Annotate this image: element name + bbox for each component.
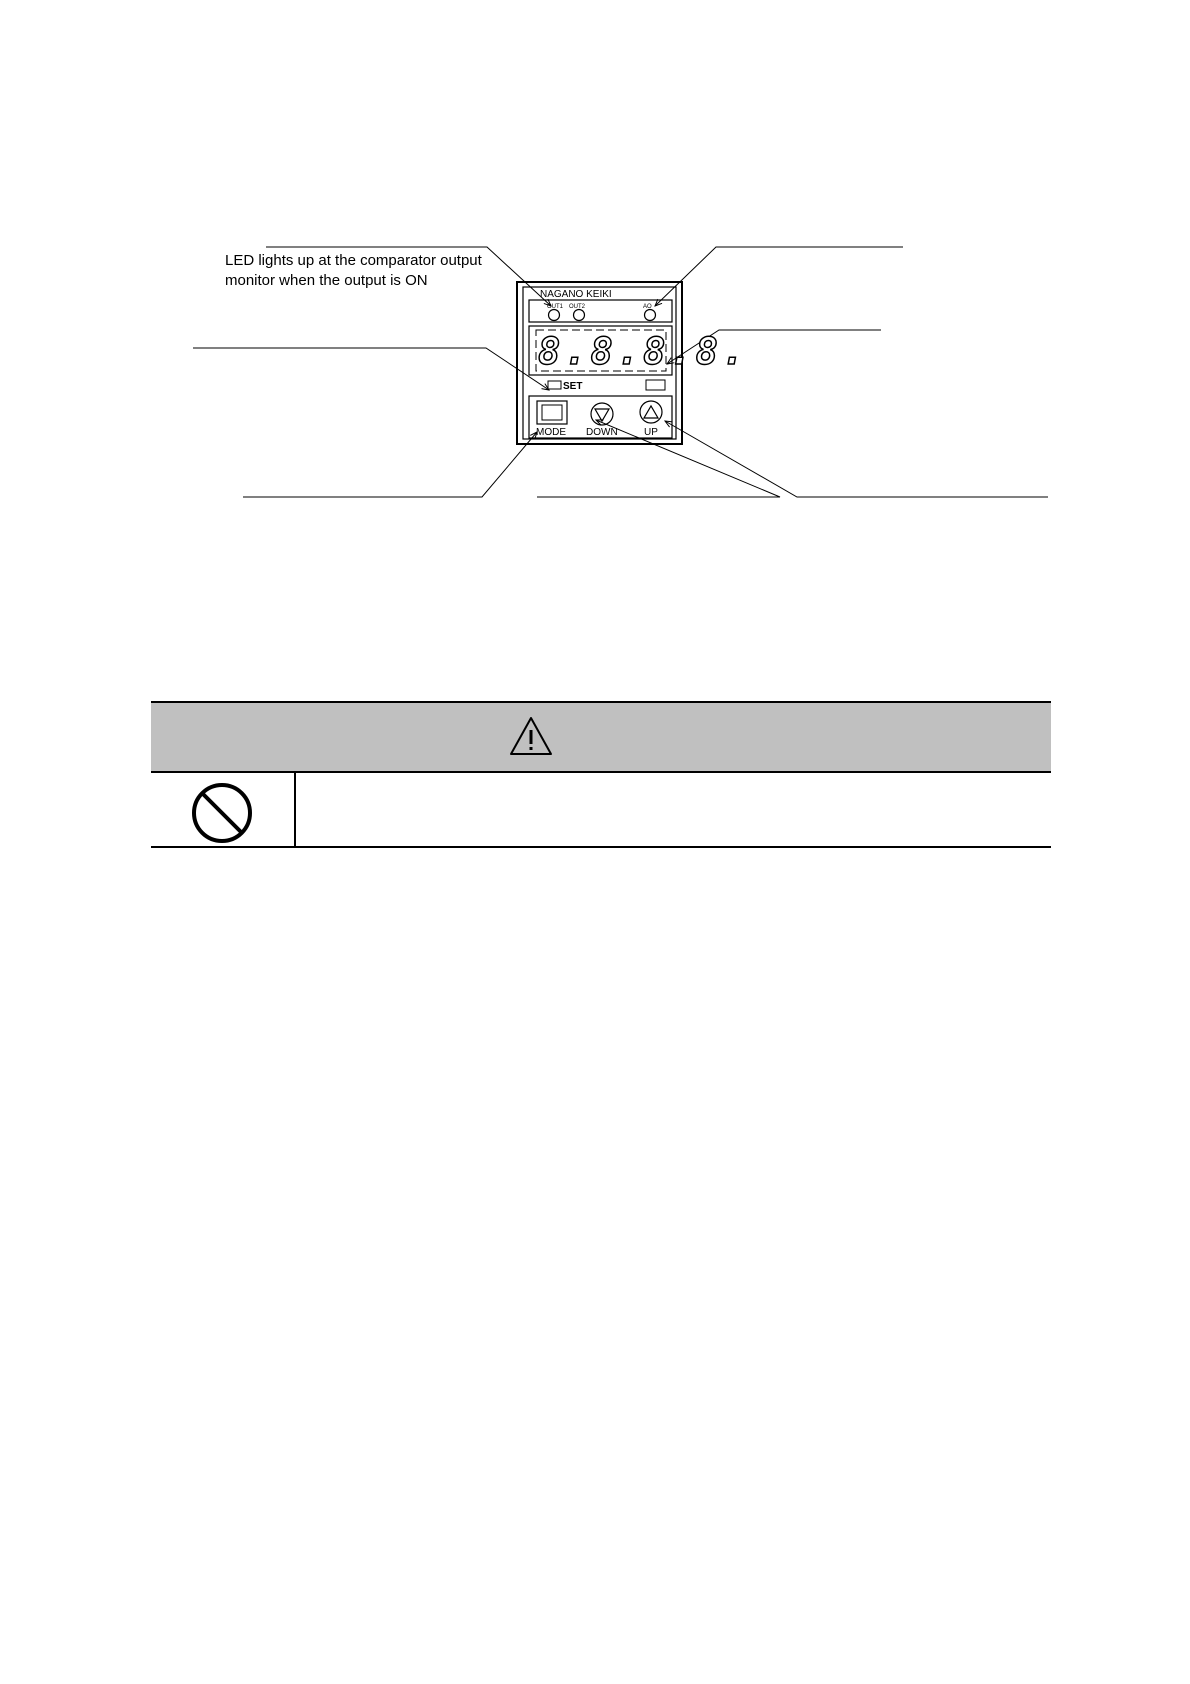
set-led-icon (548, 381, 561, 389)
caution-table (151, 701, 1051, 848)
device-front-panel-figure (0, 0, 1190, 540)
panel-diagram (0, 0, 1190, 540)
led-out2-label: OUT2 (569, 304, 586, 310)
led-out2-icon (574, 310, 585, 321)
segment-display-digits: 8.8.8.8. (538, 330, 749, 373)
caution-row (151, 773, 1051, 848)
comparator-led-callout-line2: monitor when the output is ON (225, 272, 428, 289)
mode-key-label: MODE (536, 427, 566, 438)
comparator-led-callout-line1: LED lights up at the comparator output (225, 252, 482, 269)
warning-triangle-icon (509, 716, 553, 756)
down-key-label: DOWN (586, 427, 618, 438)
set-label: SET (563, 381, 583, 392)
down-arrow-icon (595, 409, 609, 421)
led-out1-icon (549, 310, 560, 321)
prohibition-icon (190, 781, 254, 845)
led-ao-icon (645, 310, 656, 321)
caution-column-divider (294, 773, 296, 846)
led-ao-label: AO (643, 304, 652, 310)
up-key-label: UP (644, 427, 658, 438)
brand-label: NAGANO KEIKI (540, 289, 612, 300)
up-arrow-icon (644, 406, 658, 418)
up-key[interactable] (640, 401, 662, 423)
caution-header (151, 701, 1051, 773)
mode-key-icon (542, 405, 562, 420)
led-out1-label: OUT1 (547, 304, 564, 310)
unit-window-icon (646, 380, 665, 390)
